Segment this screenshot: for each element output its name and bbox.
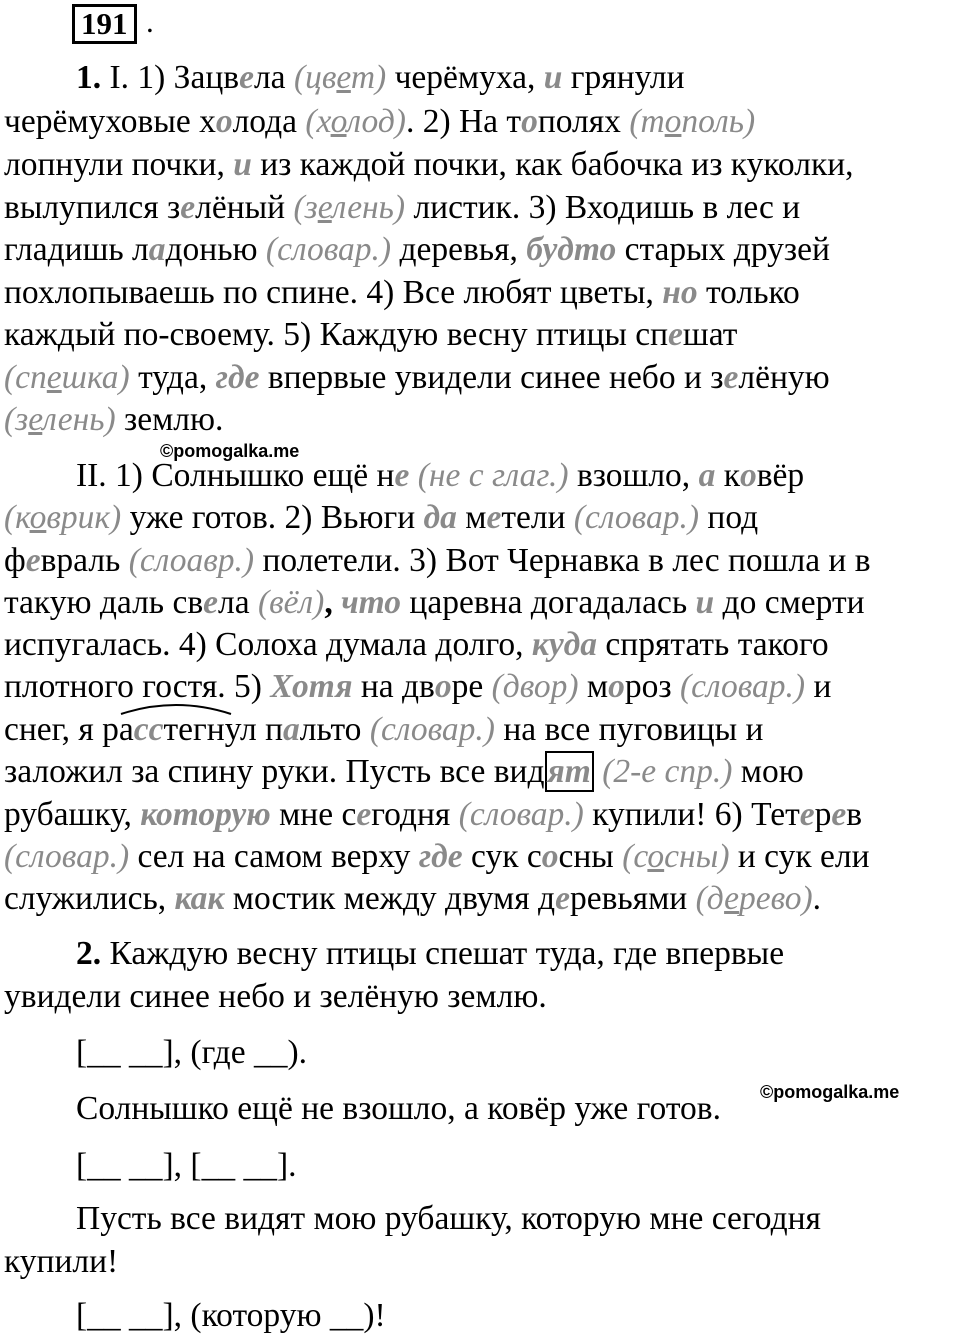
text-line: увидели синее небо и зелёную землю. — [4, 978, 547, 1015]
text-line: каждый по-своему. 5) Каждую весну птицы спешат — [4, 316, 738, 353]
text-line: вылупился зелёный (зелень) листик. 3) Входишь в лес и — [4, 189, 801, 226]
exercise-number — [72, 4, 137, 44]
watermark: ©pomogalka.me — [160, 441, 300, 461]
text-line: черёмуховые холода (холод). 2) На тополях (тополь) — [4, 103, 756, 140]
text-line: февраль (слоавр.) полетели. 3) Вот Чернавка в лес пошла и в — [4, 542, 871, 579]
watermark: ©pomogalka.me — [760, 1082, 900, 1102]
text-line: снег, я расстегнул пальто (словар.) на все пуговицы и — [4, 711, 764, 748]
text-line: испугалась. 4) Солоха думала долго, куда спрятать такого — [4, 626, 829, 663]
text-line: рубашку, которую мне сегодня (словар.) купили! 6) Тетерев — [4, 796, 863, 833]
text-line: купили! — [4, 1243, 119, 1280]
text-line: (зелень) землю. — [4, 401, 224, 438]
text-line: Пусть все видят мою рубашку, которую мне сегодня — [76, 1200, 821, 1237]
text-line: лопнули почки, и из каждой почки, как бабочка из куколки, — [4, 146, 854, 183]
text-line: (словар.) сел на самом верху где сук сосны (сосны) и сук ели — [4, 838, 870, 875]
text-line: гладишь ладонью (словар.) деревья, будто старых друзей — [4, 231, 830, 268]
text-line: заложил за спину руки. Пусть все видят (2-е спр.) мою — [4, 753, 804, 790]
text-line: 2. Каждую весну птицы спешат туда, где впервые — [76, 935, 785, 972]
text-line: (спешка) туда, где впервые увидели синее небо и зелёную — [4, 359, 830, 396]
ending-box: ят — [545, 751, 594, 792]
sentence-scheme: [__ __], (которую __)! — [76, 1297, 386, 1334]
exercise-number-dot: . — [146, 4, 154, 39]
text-line: похлопываешь по спине. 4) Все любят цветы, но только — [4, 274, 800, 311]
text-line: 1. I. 1) Зацвела (цвет) черёмуха, и грянули — [76, 59, 685, 96]
sentence-scheme: [__ __], (где __). — [76, 1034, 307, 1071]
text-line: служились, как мостик между двумя деревьями (дерево). — [4, 880, 821, 917]
text-line: такую даль свела (вёл), что царевна догадалась и до смерти — [4, 584, 865, 621]
exercise-number-text: 191 — [81, 6, 128, 41]
text-line: Солнышко ещё не взошло, а ковёр уже готов. — [76, 1090, 721, 1127]
sentence-scheme: [__ __], [__ __]. — [76, 1147, 297, 1184]
text-line: II. 1) Солнышко ещё не (не с глаг.) взошло, а ковёр — [76, 457, 805, 494]
text-line: (коврик) уже готов. 2) Вьюги да метели (словар.) под — [4, 499, 759, 536]
text-line: плотного гостя. 5) Хотя на дворе (двор) мороз (словар.) и — [4, 668, 832, 705]
